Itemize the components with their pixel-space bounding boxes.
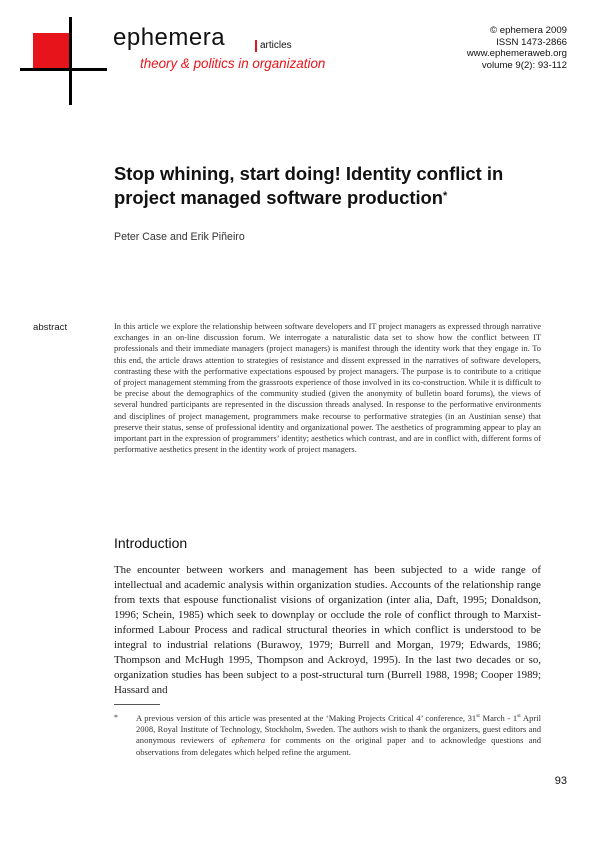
footnote-journal-name: ephemera	[231, 735, 266, 746]
volume-line: volume 9(2): 93-112	[481, 60, 567, 72]
article-title-text: Stop whining, start doing! Identity conflict in project managed software production	[114, 163, 504, 208]
footnote-text	[136, 711, 541, 758]
issn-line: ISSN 1473-2866	[496, 36, 567, 48]
logo-horizontal-line	[20, 68, 107, 71]
title-footnote-mark: *	[443, 190, 448, 202]
authors: Peter Case and Erik Piñeiro	[114, 231, 245, 243]
footnote-sup-1: st	[476, 713, 480, 719]
footnote-sup-2: st	[517, 713, 521, 719]
logo-red-square	[33, 33, 69, 69]
section-heading-introduction: Introduction	[114, 535, 188, 551]
journal-separator	[255, 40, 257, 52]
journal-info	[467, 25, 567, 72]
footnote-part-1: A previous version of this article was presented at the ‘Making Projects Critical 4’ conference, 31	[136, 712, 477, 723]
footnote-part-3: April 2008, Royal Institute of Technology, Stockholm, Sweden. The authors wish to thank the organizers, guest editors and anonymous reviewers of	[136, 712, 541, 746]
article-title	[114, 162, 559, 210]
copyright-line: © ephemera 2009	[490, 25, 567, 36]
footnote-divider	[114, 704, 160, 705]
website-line: www.ephemeraweb.org	[466, 48, 567, 60]
abstract-text: In this article we explore the relationship between software developers and IT project managers as expressed through narrative exchanges in an on-line discussion forum. We interrogate a naturalistic data set to show how the conflict between IT professionals and their immediate managers (project managers) is manifest through the identity work that they engage in. To this end, the article draws attention to strategies of resistance and dissent expressed in the narratives of software developers, contrasting these with the performative expectations espoused by project managers. The purpose is to contribute to a critique of project management stemming from the grassroots experience of those involved in its co-construction. While it is difficult to be precise about the demographics of the community studied (given the anonymity of bulletin board forums), the views of several hundred participants are represented in the discussion threads analysed. In response to the performative environments and disciplines of project management, programmers make recourse to performative strategies (in an Austinian sense) that preserve their status, sense of professional identity and organizational power. The aesthetics of programming appear to play an important part in the expression of programmers’ identity; aesthetics which contrast, and are in conflict with, different forms of performative aesthetics present in the identity work of project managers.	[114, 322, 541, 455]
page-number: 93	[554, 775, 567, 787]
journal-tagline: theory & politics in organization	[140, 56, 326, 71]
abstract-label: abstract	[33, 322, 68, 333]
footnote-part-4: for comments on the original paper and to acknowledge questions and observations from delegates which helped refine the argument.	[136, 735, 541, 757]
journal-name: ephemera	[113, 24, 226, 51]
footnote-part-2: March - 1	[479, 712, 518, 723]
logo-vertical-line	[69, 17, 72, 105]
footnote-marker: *	[114, 713, 118, 722]
journal-section: articles	[260, 40, 292, 51]
introduction-text: The encounter between workers and management has been subjected to a wide range of intellectual and academic analysis within organization studies. Accounts of the relationship range from texts that espouse functionalist visions of organization (inter alia, Daft, 1995; Donaldson, 1996; Schein, 1985) which seek to downplay or occlude the role of conflict through to Marxist-informed Labour Process and radical structural theories in which conflict is understood to be integral to industrial relations (Burawoy, 1979; Burrell and Morgan, 1979; Edwards, 1986; Thompson and McHugh 1995, Thompson and Ackroyd, 1995). In the last two decades or so, organization studies has been subject to a post-structural turn (Burrell 1988, 1998; Cooper 1989; Hassard and	[114, 564, 541, 697]
